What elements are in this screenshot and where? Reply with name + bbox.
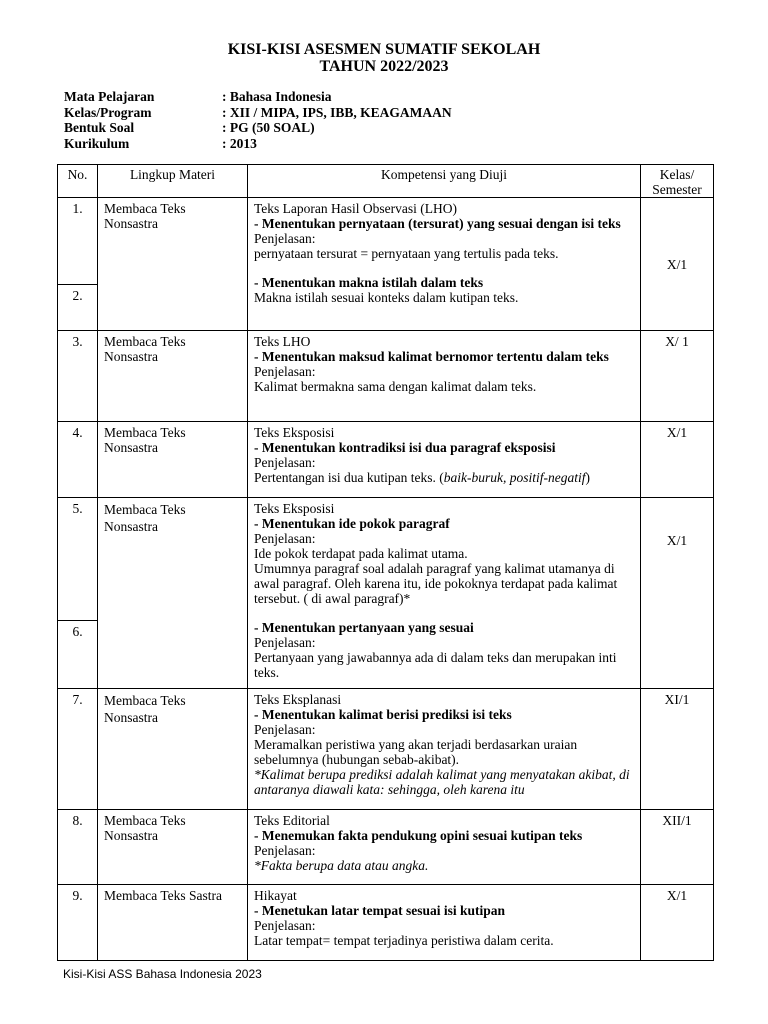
meta-row-subject <box>64 89 452 105</box>
row-number: 3. <box>58 331 98 422</box>
row-kelas: X/ 1 <box>641 331 714 422</box>
row-kompetensi <box>248 422 641 498</box>
row-explanation: Pertanyaan yang jawabannya ada di dalam teks dan merupakan inti teks. <box>254 650 617 680</box>
meta-value: : PG (50 SOAL) <box>222 120 315 135</box>
row-competency: - Menentukan pertanyaan yang sesuai <box>254 620 474 635</box>
row-explanation: Ide pokok terdapat pada kalimat utama. <box>254 546 468 561</box>
table-row <box>58 810 714 885</box>
row-competency: - Menentukan ide pokok paragraf <box>254 516 450 531</box>
row-explanation-label: Penjelasan: <box>254 722 316 737</box>
document-meta <box>64 89 452 151</box>
row-lingkup: Membaca Teks Nonsastra <box>98 198 248 331</box>
row-kelas: X/1 <box>641 885 714 961</box>
row-competency: - Menentukan makna istilah dalam teks <box>254 275 484 290</box>
meta-value: : Bahasa Indonesia <box>222 89 332 104</box>
row-text-type: Hikayat <box>254 888 297 903</box>
page-footer: Kisi-Kisi ASS Bahasa Indonesia 2023 <box>63 967 262 981</box>
row-kompetensi <box>248 689 641 810</box>
header-lingkup: Lingkup Materi <box>98 165 248 198</box>
row-competency: - Menentukan kalimat berisi prediksi isi teks <box>254 707 512 722</box>
row-explanation-label: Penjelasan: <box>254 231 316 246</box>
row-lingkup: Membaca Teks Nonsastra <box>98 422 248 498</box>
meta-label: Kelas/Program <box>64 104 152 120</box>
row-number: 2. <box>58 285 98 331</box>
row-lingkup: Membaca Teks Nonsastra <box>98 498 248 689</box>
row-note: *Kalimat berupa prediksi adalah kalimat yang menyatakan akibat, di antaranya diawali kata: sehingga, oleh karena itu <box>254 767 630 797</box>
row-lingkup: Membaca Teks Nonsastra <box>98 331 248 422</box>
document-title: KISI-KISI ASESMEN SUMATIF SEKOLAH <box>227 41 541 58</box>
meta-row-format <box>64 120 452 136</box>
row-explanation-label: Penjelasan: <box>254 531 316 546</box>
row-kelas: XII/1 <box>641 810 714 885</box>
meta-label: Mata Pelajaran <box>64 89 155 104</box>
document-year: TAHUN 2022/2023 <box>319 58 449 75</box>
row-number: 4. <box>58 422 98 498</box>
table-header-row <box>58 165 714 198</box>
row-text-type: Teks Eksposisi <box>254 501 335 516</box>
row-kelas: X/1 <box>641 498 714 689</box>
header-kompetensi: Kompetensi yang Diuji <box>248 165 641 198</box>
row-number: 8. <box>58 810 98 885</box>
row-competency: - Menemukan fakta pendukung opini sesuai kutipan teks <box>254 828 583 843</box>
row-kompetensi <box>248 198 641 331</box>
row-text-type: Teks Laporan Hasil Observasi (LHO) <box>254 201 457 216</box>
row-note: *Fakta berupa data atau angka. <box>254 858 429 873</box>
row-explanation: Kalimat bermakna sama dengan kalimat dalam teks. <box>254 379 537 394</box>
table-row <box>58 198 714 285</box>
row-kelas: X/1 <box>641 198 714 331</box>
row-text-type: Teks Eksposisi <box>254 425 335 440</box>
row-lingkup: Membaca Teks Nonsastra <box>98 689 248 810</box>
row-explanation-label: Penjelasan: <box>254 635 316 650</box>
header-no: No. <box>58 165 98 198</box>
row-explanation-label: Penjelasan: <box>254 918 316 933</box>
row-explanation-label: Penjelasan: <box>254 455 316 470</box>
row-explanation: Pertentangan isi dua kutipan teks. (baik-buruk, positif-negatif) <box>254 470 590 485</box>
row-competency: - Menentukan pernyataan (tersurat) yang sesuai dengan isi teks <box>254 216 621 231</box>
row-lingkup: Membaca Teks Sastra <box>98 885 248 961</box>
row-kelas: X/1 <box>641 422 714 498</box>
row-number: 7. <box>58 689 98 810</box>
meta-label: Kurikulum <box>64 135 130 151</box>
kisi-table <box>57 164 714 961</box>
row-lingkup: Membaca Teks Nonsastra <box>98 810 248 885</box>
row-text-type: Teks Editorial <box>254 813 330 828</box>
table-row <box>58 422 714 498</box>
row-number: 5. <box>58 498 98 621</box>
row-text-type: Teks LHO <box>254 334 311 349</box>
meta-row-curriculum <box>64 136 452 152</box>
row-number: 6. <box>58 621 98 689</box>
table-row <box>58 885 714 961</box>
row-explanation: Umumnya paragraf soal adalah paragraf yang kalimat utamanya di awal paragraf. Oleh karena itu, ide pokoknya terdapat pada kalimat tersebut. ( di awal paragraf)* <box>254 561 618 606</box>
row-explanation: pernyataan tersurat = pernyataan yang tertulis pada teks. <box>254 246 559 261</box>
header-kelas: Kelas/ Semester <box>641 165 714 198</box>
row-explanation-label: Penjelasan: <box>254 843 316 858</box>
row-competency: - Menetukan latar tempat sesuai isi kutipan <box>254 903 506 918</box>
row-competency: - Menentukan maksud kalimat bernomor tertentu dalam teks <box>254 349 609 364</box>
row-kompetensi <box>248 885 641 961</box>
meta-label: Bentuk Soal <box>64 120 135 135</box>
row-explanation: Makna istilah sesuai konteks dalam kutipan teks. <box>254 290 519 305</box>
table-row <box>58 689 714 810</box>
row-number: 9. <box>58 885 98 961</box>
row-kompetensi <box>248 498 641 689</box>
table-row <box>58 331 714 422</box>
row-kompetensi <box>248 810 641 885</box>
row-explanation: Meramalkan peristiwa yang akan terjadi berdasarkan uraian sebelumnya (hubungan sebab-akibat). <box>254 737 578 767</box>
row-kompetensi <box>248 331 641 422</box>
row-competency: - Menentukan kontradiksi isi dua paragraf eksposisi <box>254 440 556 455</box>
row-explanation: Latar tempat= tempat terjadinya peristiwa dalam cerita. <box>254 933 554 948</box>
row-number: 1. <box>58 198 98 285</box>
row-kelas: XI/1 <box>641 689 714 810</box>
meta-value: : XII / MIPA, IPS, IBB, KEAGAMAAN <box>222 104 452 120</box>
meta-value: : 2013 <box>222 135 257 151</box>
meta-row-class <box>64 105 452 121</box>
row-explanation-label: Penjelasan: <box>254 364 316 379</box>
table-row <box>58 498 714 621</box>
row-text-type: Teks Eksplanasi <box>254 692 342 707</box>
